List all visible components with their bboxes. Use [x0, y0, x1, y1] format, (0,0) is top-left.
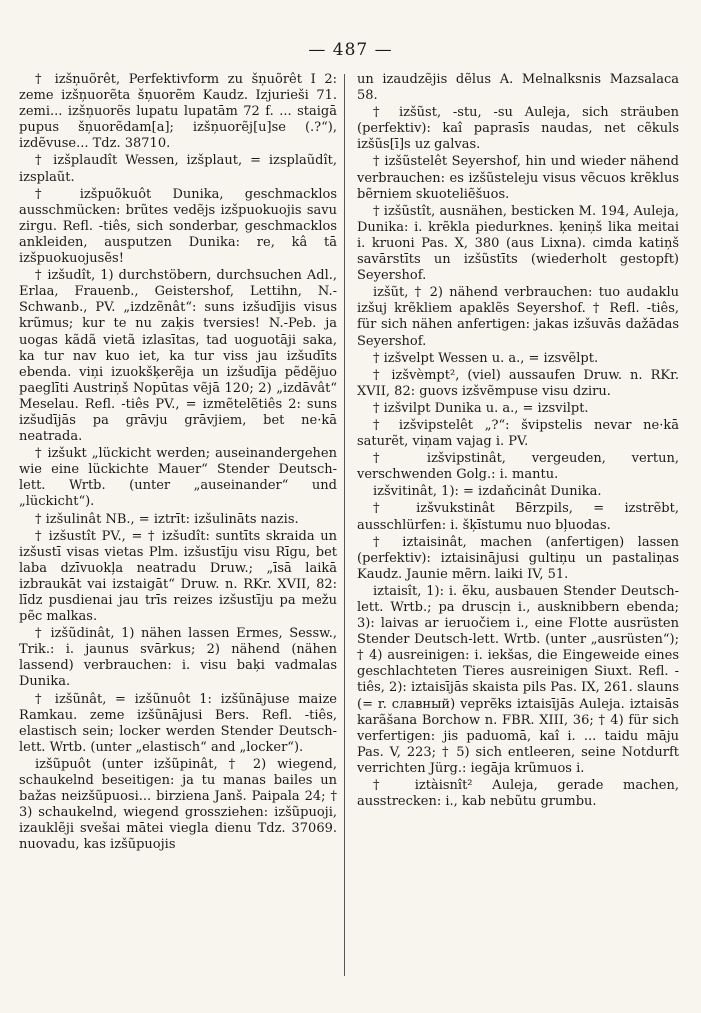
entry: † izšvelpt Wessen u. a., = izsvẽlpt.: [373, 350, 599, 366]
entry: † izšvipstinât, vergeuden, vertun, verschwenden Golg.: i. mantu.: [357, 451, 679, 483]
entry: † izšũst, -stu, -su Auleja, sich sträuben (perfektiv): kaî paprasīs naudas, net cẽkuls izšũs[ī]s uz galvas.: [357, 105, 679, 153]
entry: † izšvèmpt², (viel) aussaufen Druw. n. RKr. XVII, 82: guovs izšvẽmpuse visu dziru.: [357, 367, 679, 399]
page-number: — 487 —: [308, 40, 393, 60]
entry: † izšukt „lückicht werden; auseinandergehen wie eine lückichte Mauer“ Stender Deutsch-lett. Wrtb. (unter „auseinander“ und „lückicht“).: [19, 446, 337, 510]
entry: izšũpuôt (unter izšũpinât, † 2) wiegend, schaukelnd beseitigen: ja tu manas bailes un bažas neizšũpuosi... birziena Janš. Paipala 24; † 3) schaukelnd, wiegend grossziehen: izšũpuoji, izauklẽji svešai mātei viegla dienu Tdz. 37069. nuovadu, kas izšũpuojis: [19, 756, 337, 853]
entry: † izšustît PV., = † izšudît: suntīts skraida un izšustī visas vietas Plm. izšustīju visu Rīgu, bet laba dzīvuokļa neatradu Druw.; „īsā laikā izbraukāt vai izstaigāt“ Druw. n. RKr. XVII, 82: līdz pusdienai jau trīs reizes izšustīju pa mežu pẽc malkas.: [19, 528, 337, 625]
left-column: [19, 72, 337, 855]
entry: † izšņuõrêt, Perfektivform zu šņuõrêt I 2: zeme izšņuorẽta šņuorẽm Kaudz. Izjurieši 71. zemi... izšņuorẽs lupatu lupatām 72 f. ... staigā pupus šņuorẽdam[a]; izšņuorẽj[u]se (.?“), izdẽvuse... Tdz. 38710.: [19, 72, 337, 152]
entry: † izšvukstinât Bērzpils, = izstrẽbt, ausschlürfen: i. šķīstumu nuo bļuodas.: [357, 501, 679, 533]
entry: iztaisît, 1): i. ẽku, ausbauen Stender Deutsch-lett. Wrtb.; pa druscịn i., ausknibbern ebenda; 3): laivas ar ieruočiem i., eine Flotte ausrüsten Stender Deutsch-lett. Wrtb. (unter „ausrüsten“); † 4) ausreinigen: i. iekšas, die Eingeweide eines geschlachteten Tieres ausreinigen Siuxt. Refl. -tiês, 2): iztaisījās skaista pils Pas. IX, 261. slauns (= r. славный) veprẽks iztaisījās Auleja. iztaisās karãšana Borchow n. FBR. XIII, 36; † 4) für sich verfertigen: jis paduomā, kaî i. ... taidu māju Pas. V, 223; † 5) sich entleeren, seine Notdurft verrichten Jürg.: iegāja krũmuos i.: [357, 583, 679, 776]
entry: † izšplaudît Wessen, izšplaut, = izsplaũdît, izsplaũt.: [19, 153, 337, 185]
entry: † iztàisnît² Auleja, gerade machen, ausstrecken: i., kab nebũtu grumbu.: [357, 778, 679, 810]
entry: † izšũnât, = izšũnuôt 1: izšũnājuse maize Ramkau. zeme izšũnājusi Bers. Refl. -tiês, elastisch sein; locker werden Stender Deutsch-lett. Wrtb. (unter „elastisch“ and „locker“).: [19, 691, 337, 755]
entry: † izšudît, 1) durchstöbern, durchsuchen Adl., Erlaa, Frauenb., Geistershof, Lettihn, N.-Schwanb., PV. „izdzẽnât“: suns izšudījis visus krũmus; kur te nu zaķis tversies! N.-Peb. ja uogas kãdã vietã izlasītas, tad uoguotāji saka, ka tur nav kuo iet, ka tur viss jau izšudīts ebenda. viņi izuokšķerẽja un izšudīja pẽdẽjuo paeglīti Austriņš Nopūtas vẽjā 120; 2) „izdāvât“ Meselau. Refl. -tiês PV., = izmẽtelẽtiês 2: suns izšudījās pa grāvju grāvjiem, bet ne·kā neatrada.: [19, 268, 337, 445]
entry: † izšpuõkuôt Dunika, geschmacklos ausschmücken: brũtes vedẽjs izšpuokuojis savu zirgu. Refl. -tiês, sich sonderbar, geschmacklos ankleiden, ausputzen Dunika: re, kâ tā izšpuokuojusẽs!: [19, 186, 337, 267]
entry: un izaudzẽjis dẽlus A. Melnalksnis Mazsalaca 58.: [357, 72, 679, 104]
entry: † iztaisinât, machen (anfertigen) lassen (perfektiv): iztaisinājusi gultiņu un pastaliņas Kaudz. Jaunie mẽrn. laiki IV, 51.: [357, 534, 679, 582]
entry: † izšũstelêt Seyershof, hin und wieder nähend verbrauchen: es izšũsteleju visus vẽcuos krẽklus bẽrniem skuoteliẽšuos.: [357, 154, 679, 202]
right-column: [357, 72, 679, 811]
entry: † izšũdinât, 1) nähen lassen Ermes, Sessw., Trik.: i. jaunus svārkus; 2) nähend (nähen lassend) verbrauchen: i. visu baķi vadmalas Dunika.: [19, 626, 337, 690]
entry: izšũt, † 2) nähend verbrauchen: tuo audaklu izšuj krẽkliem apaklẽs Seyershof. † Refl. -tiês, für sich nähen anfertigen: jakas izšuvās dažādas Seyershof.: [357, 285, 679, 349]
entry: † izšvipstelêt „?“: švipstelis nevar ne·kā saturẽt, viņam vajag i. PV.: [357, 417, 679, 450]
column-divider: [344, 74, 345, 976]
entry: † izšũstît, ausnähen, besticken M. 194, Auleja, Dunika: i. krẽkla piedurknes. ķeniņš lika meitai i. kruoni Pas. X, 380 (aus Lixna). cimda katiņš savārstīts un izšũstīts (wiederholt gestopft) Seyershof.: [357, 203, 679, 284]
entry: † izšulinât NB., = iztrīt: izšulināts nazis.: [35, 511, 299, 527]
entry: izšvitinât, 1): = izdaňcinât Dunika.: [373, 484, 602, 500]
entry: † izšvilpt Dunika u. a., = izsvilpt.: [373, 400, 589, 416]
